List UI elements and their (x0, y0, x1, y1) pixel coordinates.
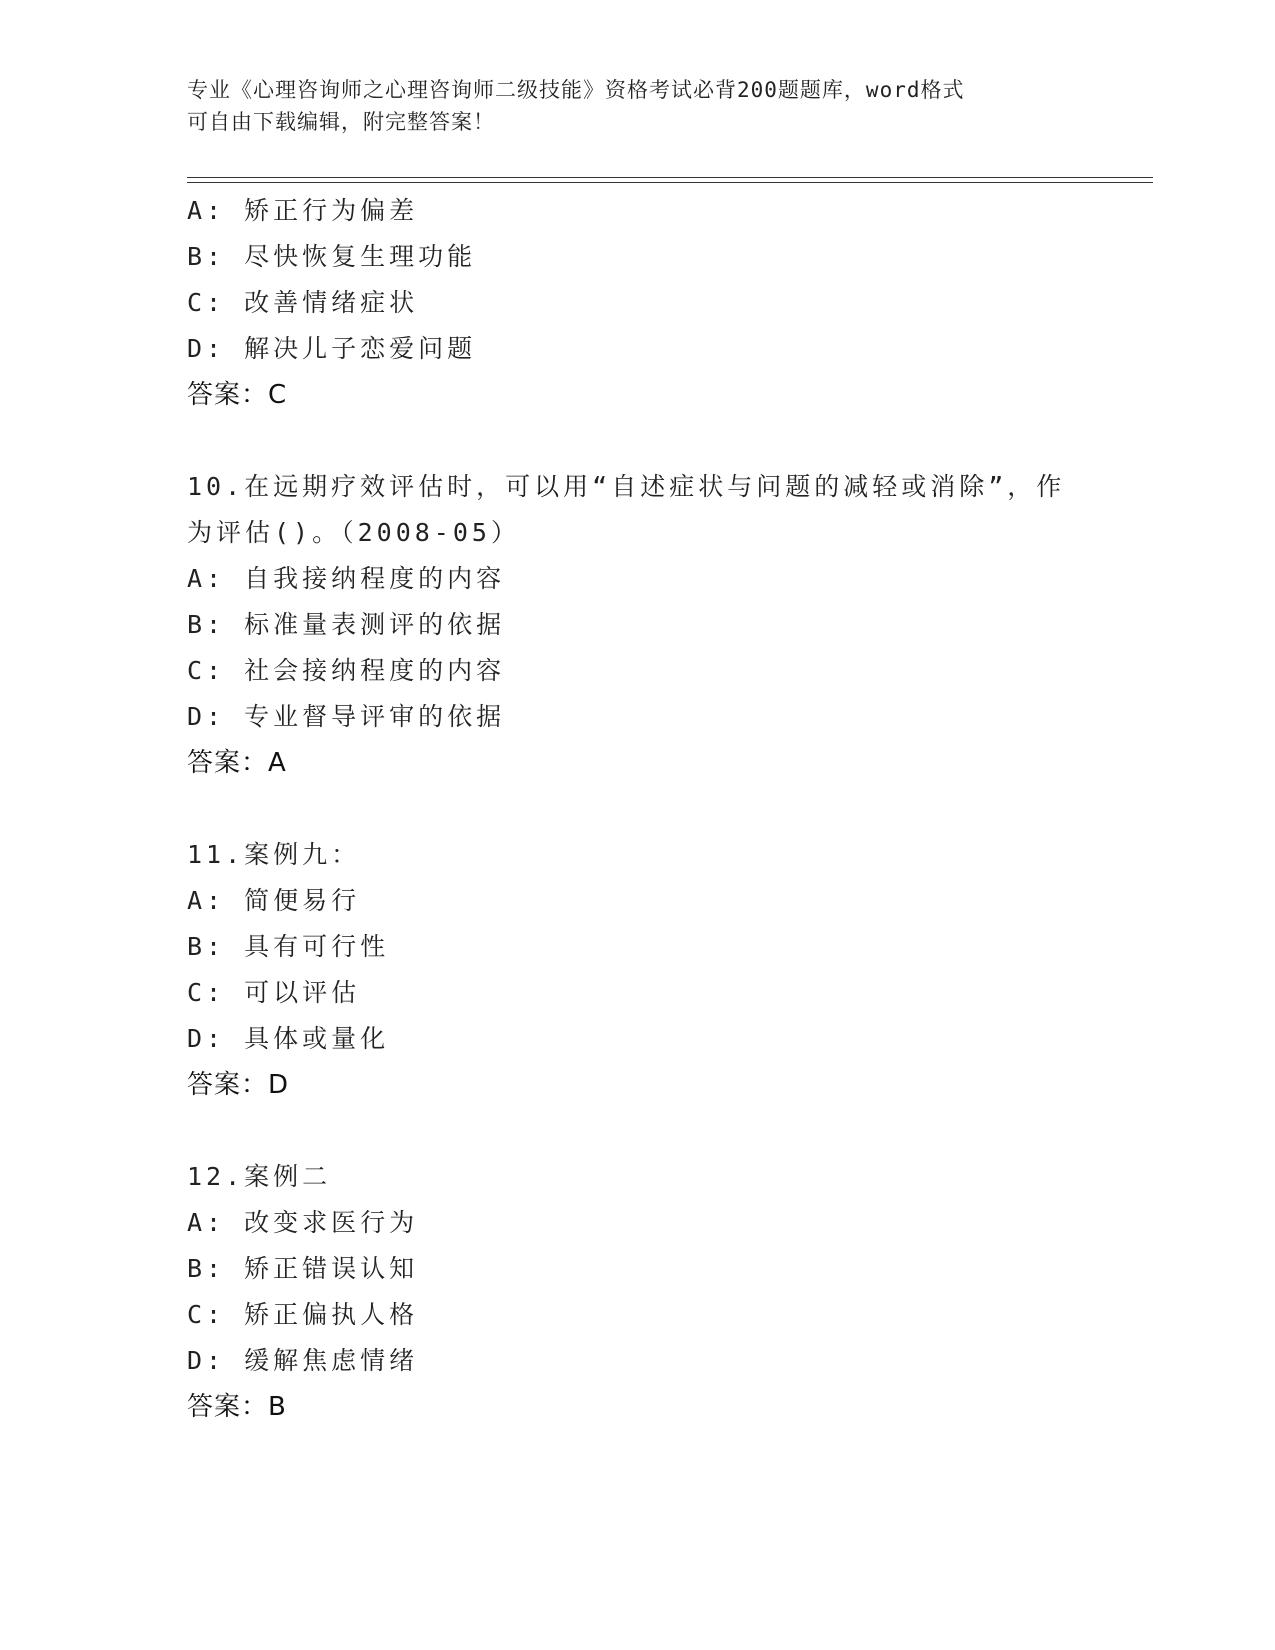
question-list (187, 188, 1087, 1430)
question-10 (187, 464, 1087, 786)
question-12 (187, 1154, 1087, 1430)
option-c: C: 矫正偏执人格 (187, 1300, 419, 1329)
option-c: C: 可以评估 (187, 978, 361, 1007)
option-a: A: 自我接纳程度的内容 (187, 564, 506, 593)
option-d: D: 解决儿子恋爱问题 (187, 334, 477, 363)
question-stem-line-2: 为评估()。（2008-05） (187, 518, 520, 547)
spacer (187, 418, 1087, 464)
spacer (187, 786, 1087, 832)
header-divider-bottom (187, 182, 1153, 183)
header-divider-top (187, 177, 1153, 178)
option-c: C: 社会接纳程度的内容 (187, 656, 506, 685)
question-stem: 11.案例九： (187, 840, 361, 869)
option-b: B: 尽快恢复生理功能 (187, 242, 477, 271)
answer-label: 答案：B (187, 1392, 287, 1422)
option-a: A: 改变求医行为 (187, 1208, 419, 1237)
answer-label: 答案：D (187, 1070, 290, 1100)
answer-label: 答案：C (187, 380, 288, 410)
header-line-1: 专业《心理咨询师之心理咨询师二级技能》资格考试必背200题题库，word格式 (187, 78, 965, 102)
option-a: A: 矫正行为偏差 (187, 196, 419, 225)
question-stem-line-1: 10.在远期疗效评估时，可以用“自述症状与问题的减轻或消除”，作 (187, 472, 1066, 501)
question-stem: 12.案例二 (187, 1162, 332, 1191)
header-line-2: 可自由下载编辑，附完整答案！ (187, 110, 495, 134)
option-b: B: 矫正错误认知 (187, 1254, 419, 1283)
question-9 (187, 188, 1087, 418)
option-d: D: 专业督导评审的依据 (187, 702, 506, 731)
option-c: C: 改善情绪症状 (187, 288, 419, 317)
option-d: D: 具体或量化 (187, 1024, 390, 1053)
option-a: A: 简便易行 (187, 886, 361, 915)
option-b: B: 标准量表测评的依据 (187, 610, 506, 639)
question-11 (187, 832, 1087, 1108)
spacer (187, 1108, 1087, 1154)
option-b: B: 具有可行性 (187, 932, 390, 961)
document-header (187, 74, 1087, 138)
option-d: D: 缓解焦虑情绪 (187, 1346, 419, 1375)
answer-label: 答案：A (187, 748, 287, 778)
